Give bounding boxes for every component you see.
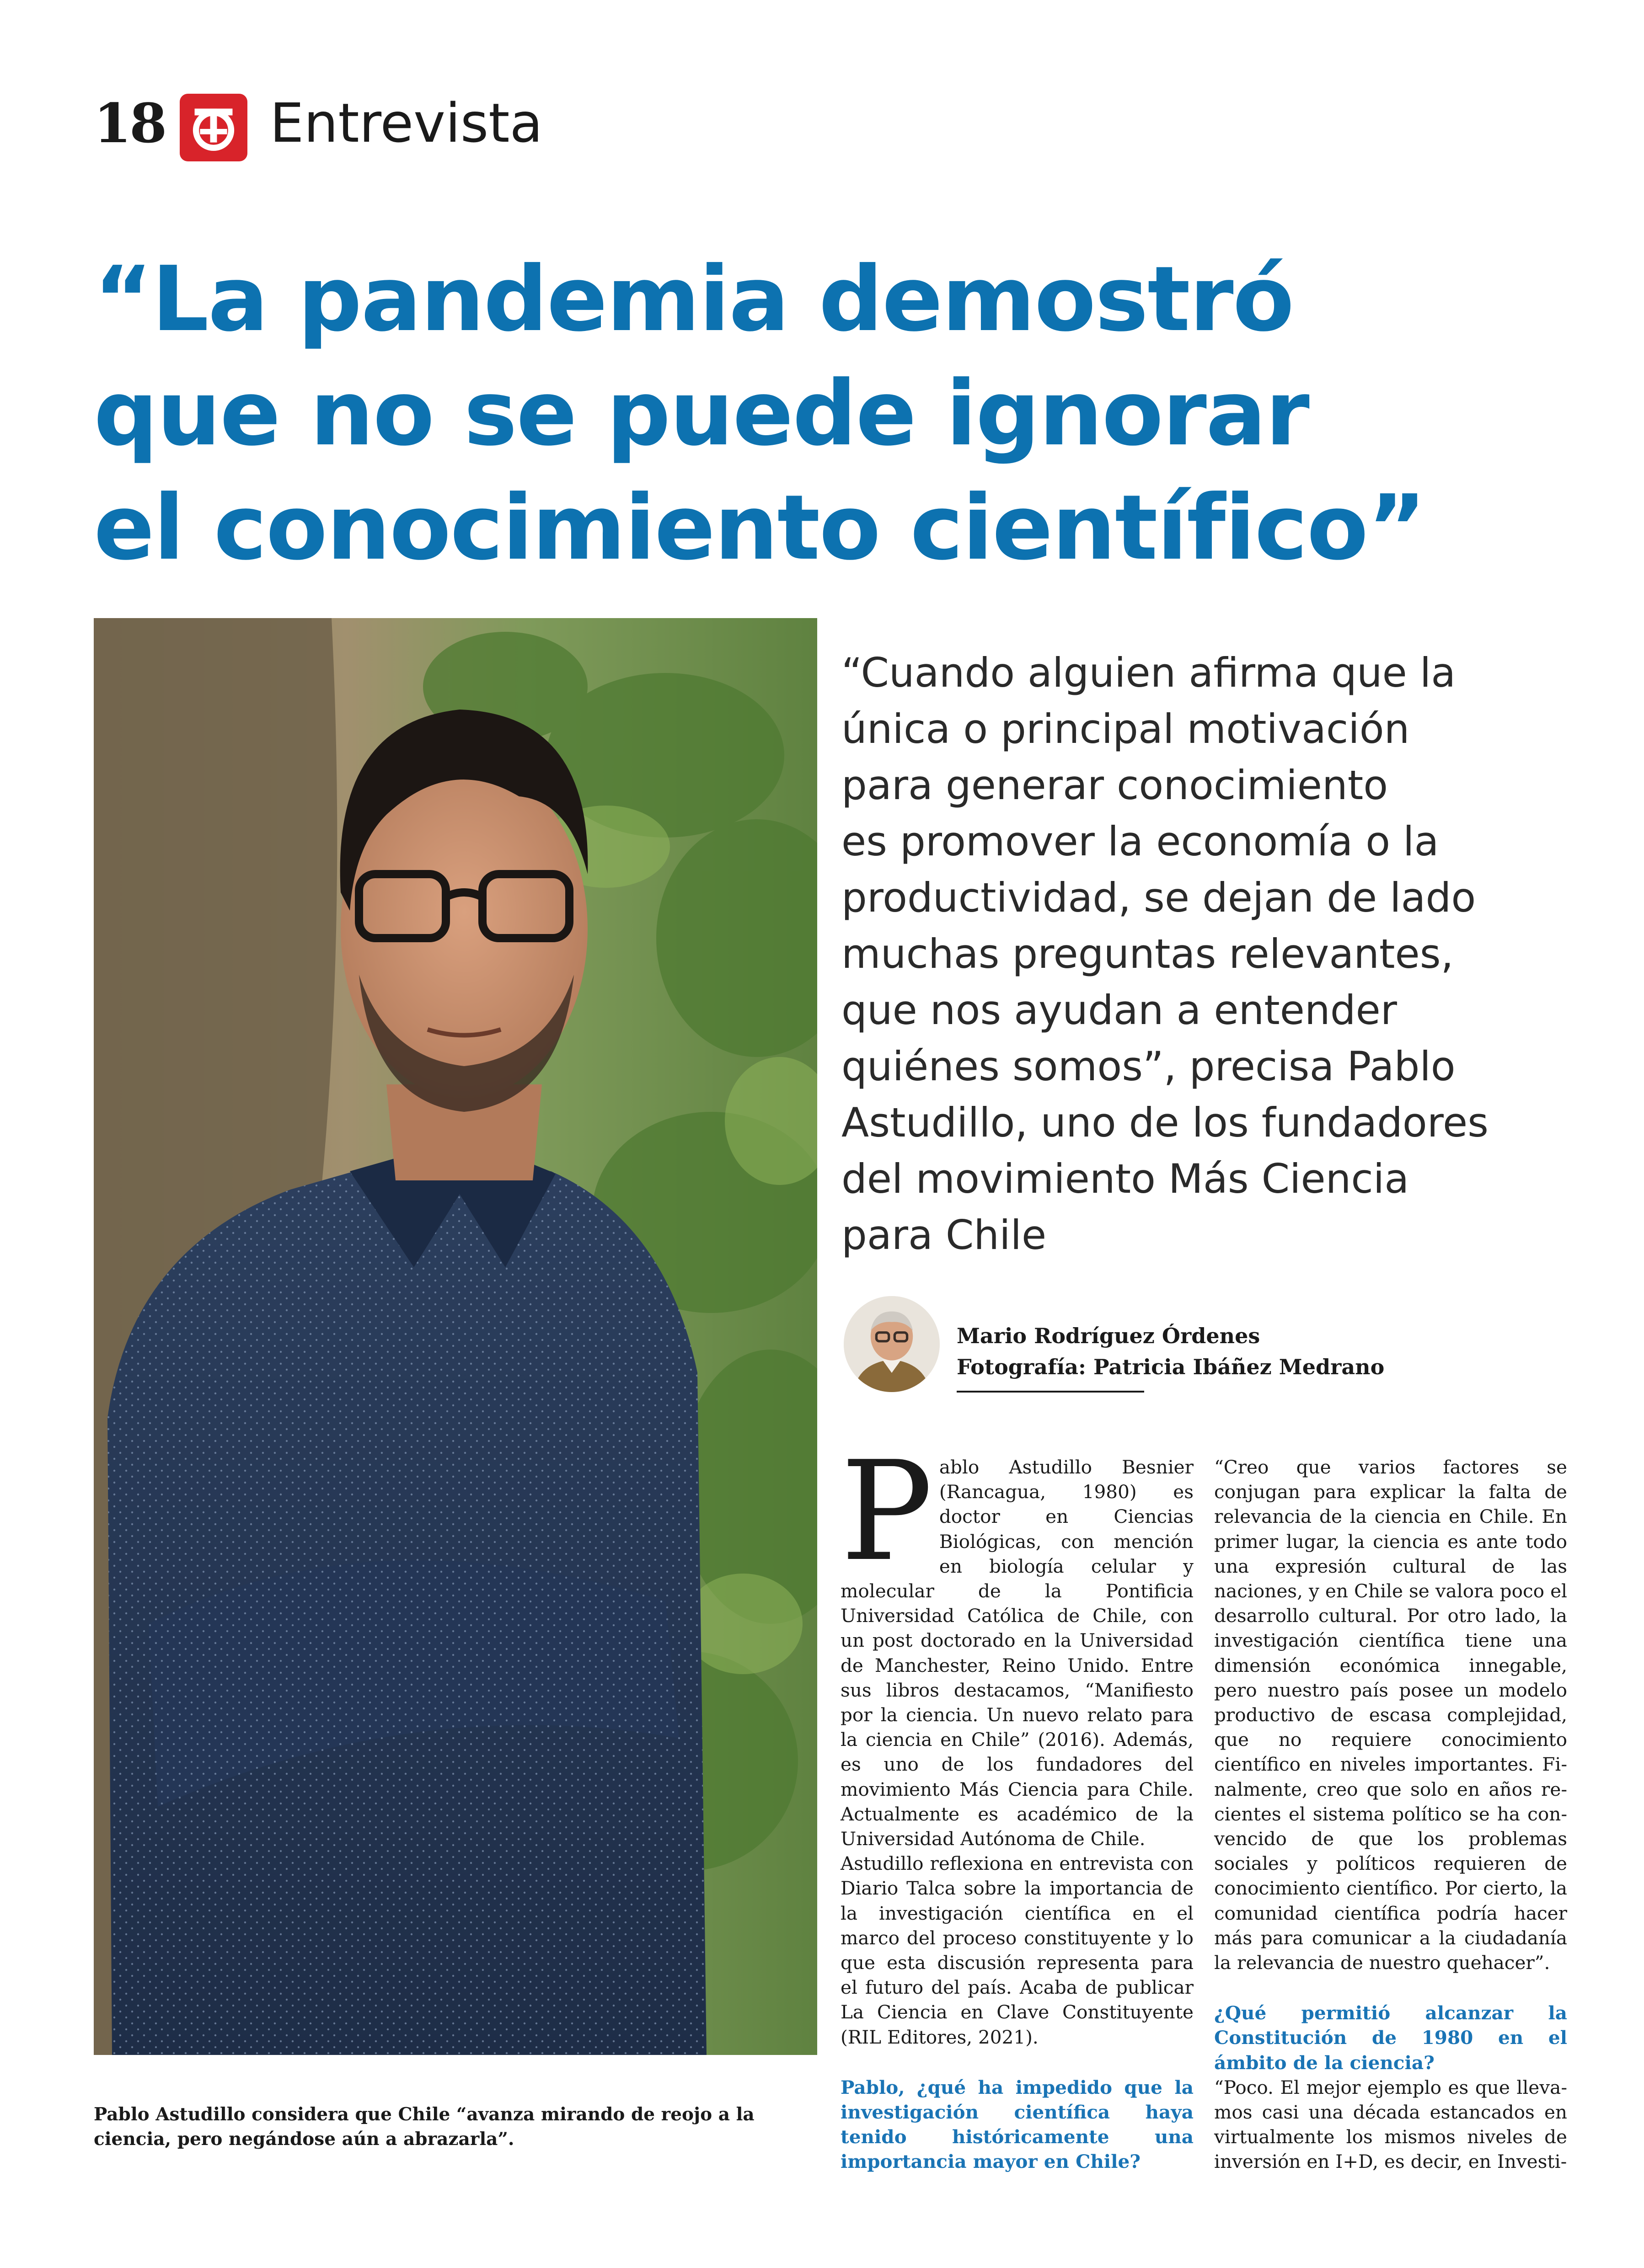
drop-cap: P [841, 1432, 933, 1591]
byline-author: Mario Rodríguez Órdenes [957, 1323, 1260, 1348]
intro-text: ablo Astudillo Besnier (Rancagua, 1980) es doctor en Ciencias Biológicas, con mención en biología celular y molecular de la Pontificia Universidad Católica de Chile, con un post doctorado en la Universidad de Manchester, Reino Unido. Entre sus libros destacamos, “Manifiesto por la ciencia. Un nuevo relato para la ciencia en Chile” (2016). Además, es uno de los fundadores del movimiento Más Ciencia para Chile. Actualmente es académico de la Universidad Autónoma de Chile. [841, 1456, 1194, 1850]
interview-question: Pablo, ¿qué ha impedido que la investigación científica haya tenido históricamente una importancia mayor en Chile? [841, 2076, 1194, 2173]
article-intro [841, 1432, 1194, 1851]
pull-quote-line: muchas preguntas relevantes, [841, 930, 1454, 977]
interviewee-photo [94, 618, 817, 2055]
page-number: 18 [94, 91, 166, 155]
section-label: Entrevista [270, 91, 543, 155]
byline-photo-credit: Fotografía: Patricia Ibáñez Medrano [957, 1355, 1385, 1379]
pull-quote-line: es promover la economía o la [841, 818, 1439, 865]
pull-quote-line: “Cuando alguien afirma que la [841, 649, 1456, 696]
headline-line: el conocimiento científico” [94, 476, 1426, 580]
pull-quote-line: productividad, se dejan de lado [841, 874, 1476, 921]
headline [94, 242, 1580, 585]
newspaper-logo-icon [180, 94, 247, 161]
pull-quote-line: para Chile [841, 1211, 1047, 1259]
pull-quote-line: del movimiento Más Ciencia [841, 1155, 1409, 1202]
article-column-1 [841, 1432, 1194, 2174]
headline-line: “La pandemia demostró [94, 247, 1294, 352]
interview-question: ¿Qué permitió alcanzar la Constitución de 1980 en el ámbito de la ciencia? [1214, 2002, 1567, 2074]
author-avatar [844, 1296, 940, 1392]
pull-quote-line: única o principal motivación [841, 705, 1410, 752]
article-paragraph: Astudillo reflexiona en entrevista con Diario Talca sobre la importancia de la investigación científica en el marco del proceso constituyente y lo que esta discusión representa para el futuro del país. Acaba de publicar La Ciencia en Clave Constituyente (RIL Editores, 2021). [841, 1852, 1194, 2048]
interview-answer: “Creo que varios factores se conjugan para explicar la falta de relevancia de la ciencia en Chile. En primer lugar, la ciencia es ante todo una expresión cultural de las naciones, y en Chile se valora poco el desarrollo cultural. Por otro lado, la investigación científica tiene una dimensión económica innegable, pero nuestro país posee un modelo productivo de escasa complejidad, que no requiere conocimiento científico en niveles importantes. Finalmente, creo que solo en años recientes el sistema político se ha convencido de que los problemas sociales y políticos requieren de conocimiento científico. Por cierto, la comunidad científica podría hacer más para comunicar a la ciudadanía la relevancia de nuestro quehacer”. [1214, 1456, 1567, 1974]
pull-quote-line: para generar conocimiento [841, 762, 1388, 809]
pull-quote-line: Astudillo, uno de los fundadores [841, 1099, 1489, 1146]
byline-rule [957, 1391, 1144, 1393]
pull-quote-line: que nos ayudan a entender [841, 987, 1397, 1034]
article-column-2 [1214, 1455, 1567, 2174]
interview-answer: “Poco. El mejor ejemplo es que llevamos casi una década estancados en virtualmente los mismos niveles de inversión en I+D, es decir, en Investi- [1214, 2076, 1567, 2173]
headline-line: que no se puede ignorar [94, 362, 1309, 466]
pull-quote [841, 645, 1555, 1263]
pull-quote-line: quiénes somos”, precisa Pablo [841, 1043, 1456, 1090]
photo-caption: Pablo Astudillo considera que Chile “avanza mirando de reojo a la ciencia, pero negándose aún a abrazarla”. [94, 2104, 755, 2150]
